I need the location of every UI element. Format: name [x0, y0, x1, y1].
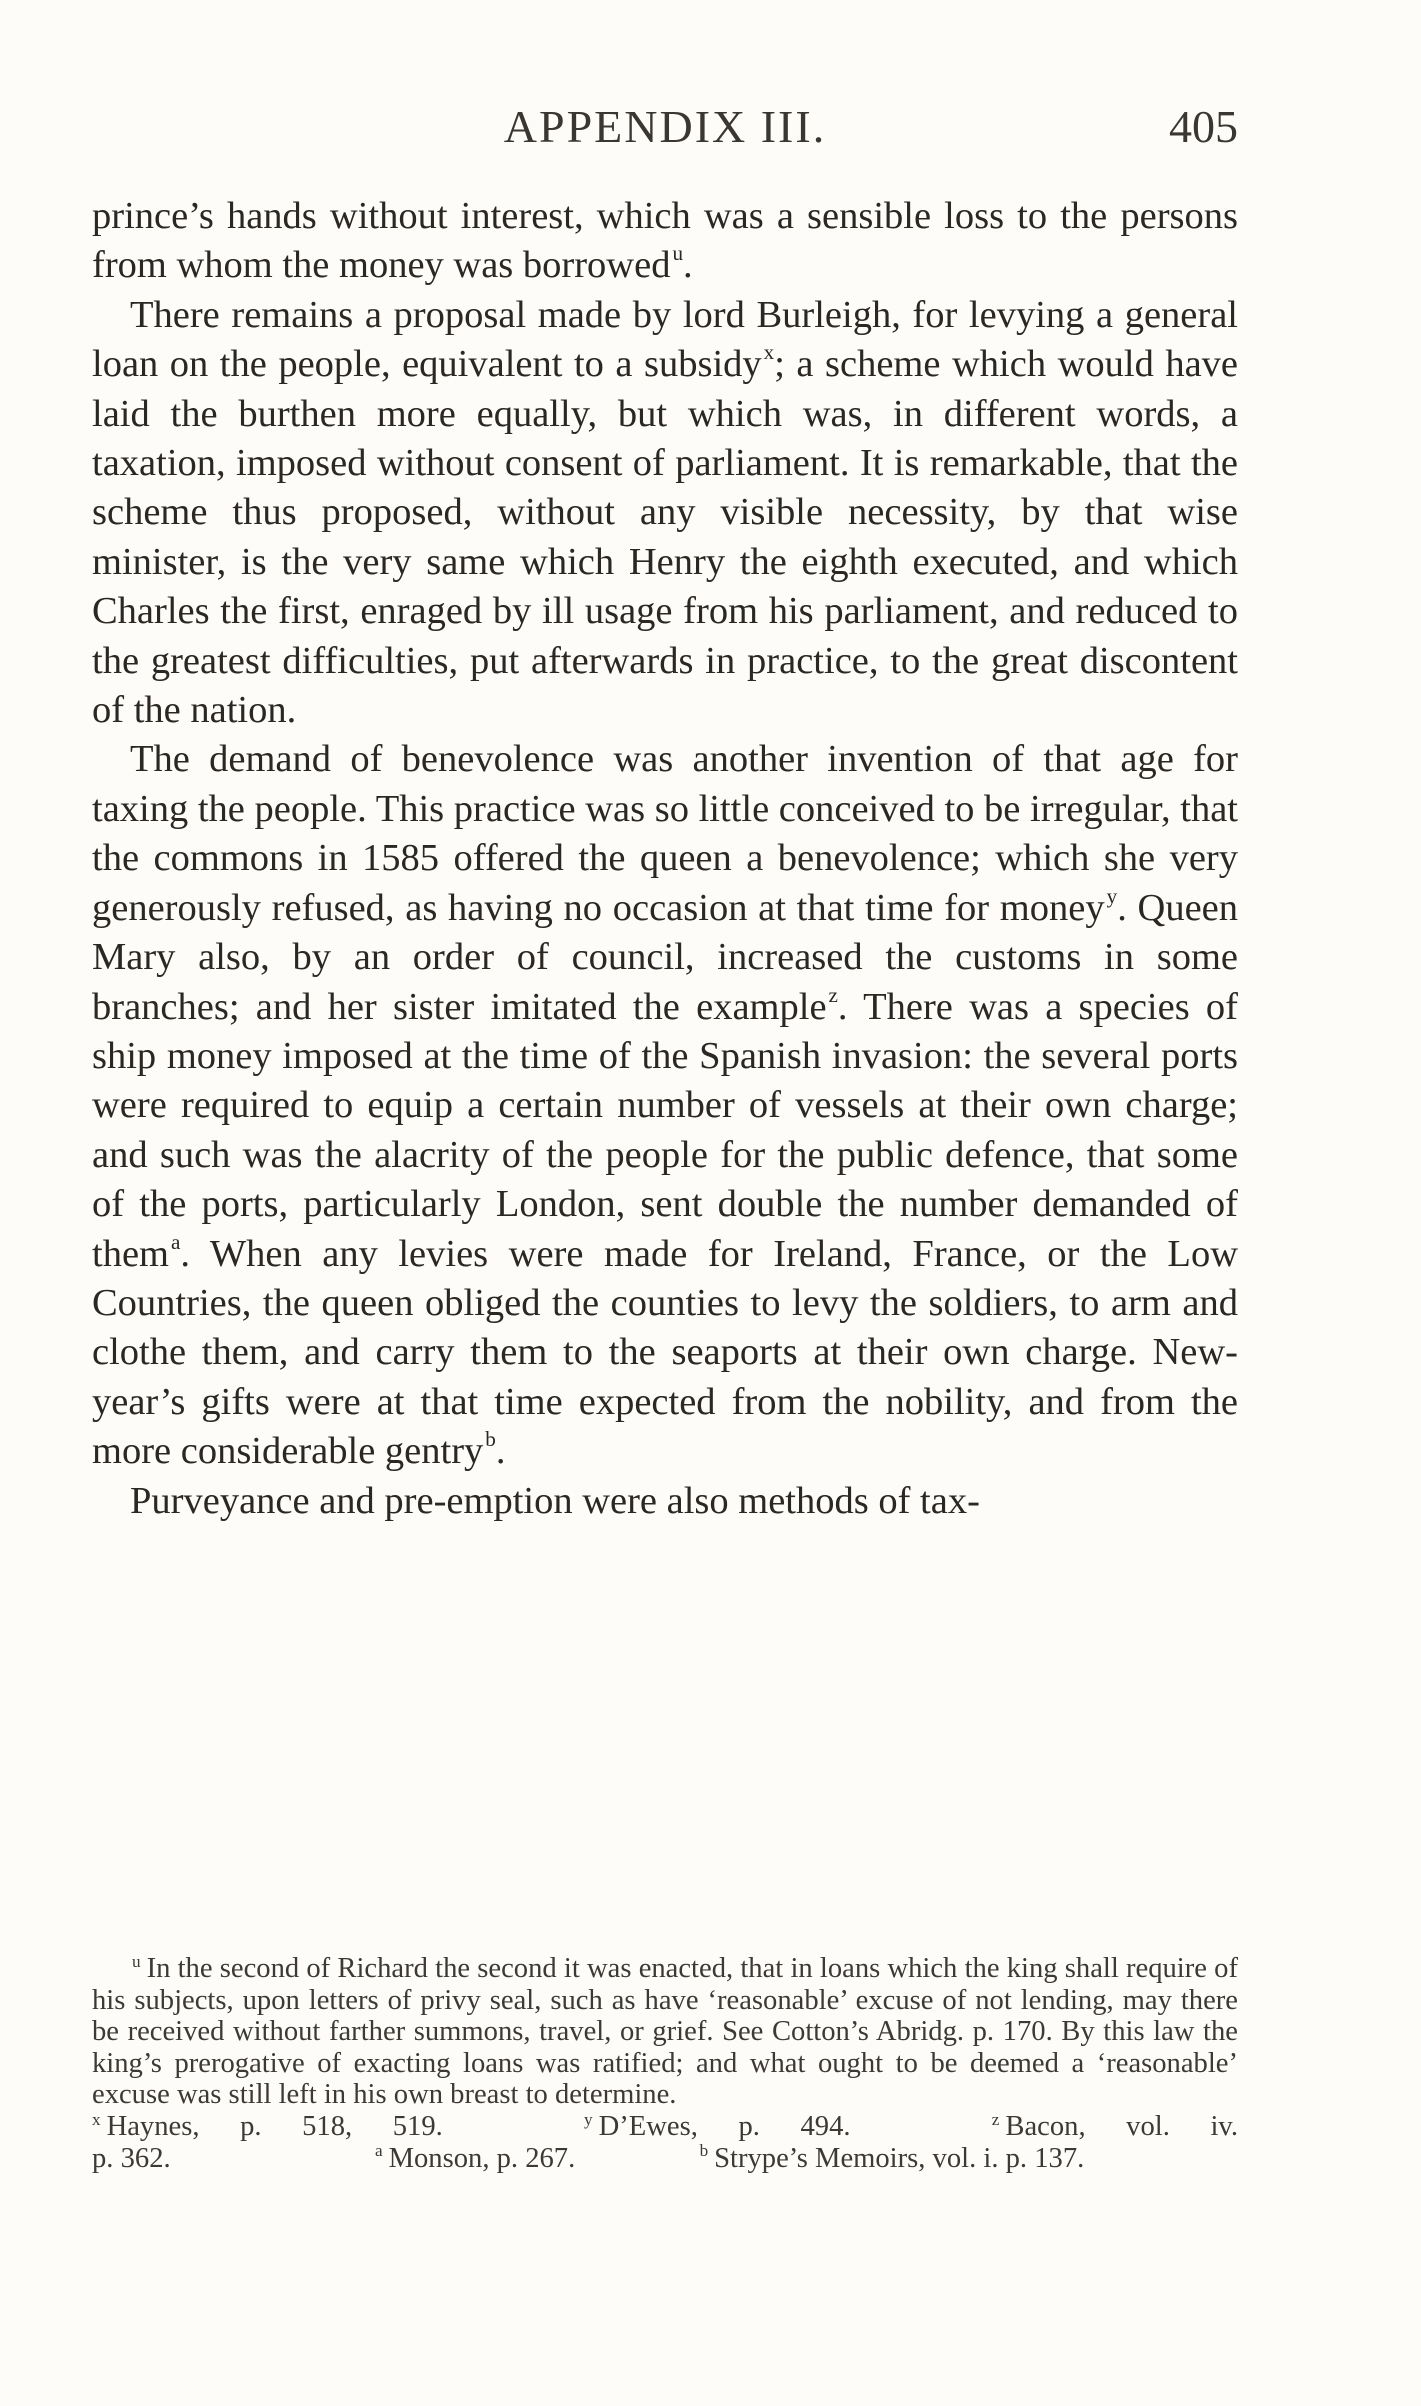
page-number: 405 [1169, 101, 1238, 152]
footnote-mark-b: b [699, 2141, 709, 2161]
footnote-mark-y: y [584, 2109, 593, 2129]
page-header [92, 100, 1238, 170]
footnotes [92, 1953, 1238, 2174]
paragraph-1 [92, 192, 1238, 291]
footnote-ref-b[interactable]: b [485, 1427, 496, 1452]
footnote-b [700, 2143, 1085, 2174]
footnote-a [375, 2143, 575, 2174]
paragraph-3 [92, 735, 1238, 1476]
footnote-ref-x[interactable]: x [763, 340, 775, 365]
footnote-mark-a: a [374, 2141, 383, 2161]
running-title: APPENDIX III. [503, 101, 827, 152]
footnote-y-text: D’Ewes, p. 494. [598, 2110, 851, 2142]
footnote-refs-line [92, 2111, 1238, 2143]
footnote-z-text: Bacon, vol. iv. [1005, 2110, 1239, 2142]
paragraph-1-end: . [683, 244, 693, 287]
paragraph-3-text-a: The demand of benevolence was another invention of that age for taxing the people. This practice was so little conceived to be irregular, that the commons in 1585 offered the queen a benevolence; which she very generously refused, as having no occasion at that time for money [92, 738, 1238, 929]
footnote-z-continued: p. 362. [92, 2142, 171, 2174]
footnote-b-text: Strype’s Memoirs, vol. i. p. 137. [714, 2142, 1085, 2174]
footnote-x [92, 2111, 443, 2142]
footnote-u-text: In the second of Richard the second it was enacted, that in loans which the king shall require of his subjects, upon letters of privy seal, such as have ‘reasonable’ excuse of not lending, may there be received without farther summons, travel, or grief. See Cotton’s Abridg. p. 170. By this law the king’s prerogative of exacting loans was ratified; and what ought to be deemed a ‘reasonable’ excuse was still left in his own breast to determine. [92, 1953, 1238, 2111]
paragraph-3-text-b: . Queen Mary also, by an order of council, increased the customs in some branches; and her sister imitated the example [92, 886, 1238, 1028]
body-text [92, 192, 1238, 1526]
paragraph-3-text-e: . [495, 1430, 506, 1473]
footnote-x-text: Haynes, p. 518, 519. [106, 2110, 443, 2142]
footnote-ref-z[interactable]: z [828, 982, 838, 1007]
paragraph-2-text-b: ; a scheme which would have laid the burthen more equally, but which was, in different words, a taxation, imposed without consent of parliament. It is remarkable, that the scheme thus proposed, without any visible necessity, by that wise minister, is the very same which Henry the eighth executed, and which Charles the first, enraged by ill usage from his parliament, and reduced to the greatest difficulties, put afterwards in practice, to the great discontent of the nation. [92, 343, 1238, 732]
paragraph-2-text-a: There remains a proposal made by lord Burleigh, for levying a general loan on the people, equivalent to a subsidy [92, 293, 1238, 386]
footnote-z [992, 2111, 1238, 2142]
footnote-y [584, 2111, 851, 2142]
footnote-mark-u: u [132, 1951, 141, 1971]
footnote-u [92, 1953, 1238, 2111]
footnote-a-text: Monson, p. 267. [388, 2142, 576, 2174]
footnote-mark-x: x [92, 2109, 101, 2129]
paragraph-3-text-c: . There was a species of ship money imposed at the time of the Spanish invasion: the several ports were required to equip a certain number of vessels at their own charge; and such was the alacrity of the people for the public defence, that some of the ports, particularly London, sent double the number demanded of them [92, 985, 1238, 1275]
paragraph-4-text: Purveyance and pre-emption were also methods of tax- [130, 1479, 980, 1522]
paragraph-4 [92, 1477, 1238, 1526]
footnote-ref-a[interactable]: a [170, 1229, 181, 1254]
footnote-ref-u[interactable]: u [672, 241, 684, 266]
footnote-mark-z: z [991, 2109, 1000, 2129]
footnote-refs-line-2 [92, 2143, 1238, 2175]
paragraph-1-text: prince’s hands without interest, which was a sensible loss to the persons from whom the money was borrowed [92, 195, 1238, 287]
paragraph-2 [92, 291, 1238, 736]
footnote-ref-y[interactable]: y [1106, 883, 1118, 908]
paragraph-3-text-d: . When any levies were made for Ireland, France, or the Low Countries, the queen obliged the counties to levy the soldiers, to arm and clothe them, and carry them to the seaports at their own charge. New-year’s gifts were at that time expected from the nobility, and from the more considerable gentry [92, 1232, 1238, 1473]
